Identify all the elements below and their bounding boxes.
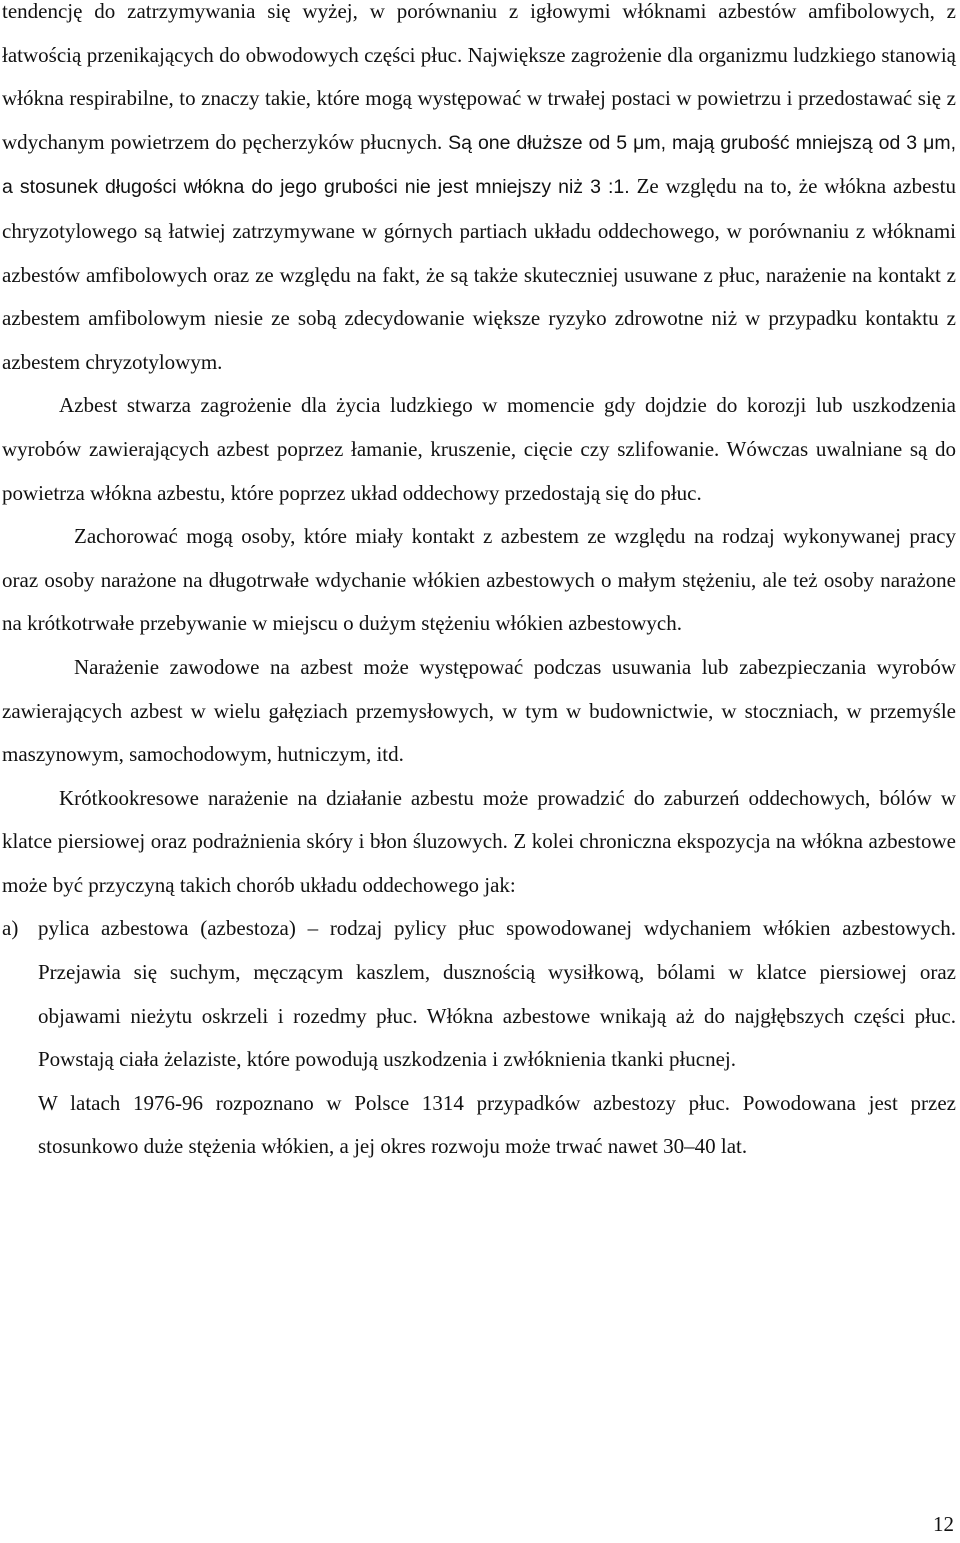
list-item-text: pylica azbestowa (azbestoza) – rodzaj pylicy płuc spowodowanej wdychaniem włókien azbestowych. Przejawia się suchym, męczącym kaszlem, dusznością wysiłkową, bólami w klatce piersiowej oraz objawami nieżytu oskrzeli i rozedmy płuc. Włókna azbestowe wnikają aż do najgłębszych części płuc. Powstają ciała żelaziste, które powodują uszkodzenia i zwłóknienia tkanki płucnej. <box>38 916 956 1072</box>
list-item-a <box>2 907 956 1081</box>
paragraph-1-text-a: tendencję do zatrzymywania się wyżej, w porównaniu z igłowymi włóknami azbestów amfibolowych, z łatwością przenikających do obwodowych części płuc. Największe zagrożenie dla organizmu ludzkiego stanowią włókna respirabilne, to znaczy takie, które mogą występować w trwałej postaci w powietrzu i przedostawać się z wdychanym powietrzem do pęcherzyków płucnych. <box>2 0 956 154</box>
paragraph-3: Zachorować mogą osoby, które miały kontakt z azbestem ze względu na rodzaj wykonywanej pracy oraz osoby narażone na długotrwałe wdychanie włókien azbestowych o małym stężeniu, ale też osoby narażone na krótkotrwałe przebywanie w miejscu o dużym stężeniu włókien azbestowych. <box>2 524 956 636</box>
document-body <box>2 0 956 1169</box>
list-item-continuation: W latach 1976-96 rozpoznano w Polsce 1314 przypadków azbestozy płuc. Powodowana jest przez stosunkowo duże stężenia włókien, a jej okres rozwoju może trwać nawet 30–40 lat. <box>38 1090 956 1159</box>
page-number: 12 <box>933 1512 954 1536</box>
list-marker: a) <box>2 916 19 941</box>
paragraph-4: Narażenie zawodowe na azbest może występować podczas usuwania lub zabezpieczania wyrobów zawierających azbest w wielu gałęziach przemysłowych, w tym w budownictwie, w stoczniach, w przemyśle maszynowym, samochodowym, hutniczym, itd. <box>2 654 956 767</box>
paragraph-5: Krótkookresowe narażenie na działanie azbestu może prowadzić do zaburzeń oddechowych, bólów w klatce piersiowej oraz podrażnienia skóry i błon śluzowych. Z kolei chroniczna ekspozycja na włókna azbestowe może być przyczyną takich chorób układu oddechowego jak: <box>2 785 956 897</box>
paragraph-1-text-b: Są one dłuższe od 5 μm, mają grubość mniejszą od 3 μm, a stosunek długości włókna do jego grubości nie jest mniejszy niż 3 :1. <box>2 131 957 199</box>
paragraph-1-text-c: Ze względu na to, że włókna azbestu chryzotylowego są łatwiej zatrzymywane w górnych partiach układu oddechowego, w porównaniu z włóknami azbestów amfibolowych oraz ze względu na fakt, że są także skuteczniej usuwane z płuc, narażenie na kontakt z azbestem amfibolowym niesie ze sobą zdecydowanie większe ryzyko zdrowotne niż w przypadku kontaktu z azbestem chryzotylowym. <box>2 174 956 374</box>
paragraph-2: Azbest stwarza zagrożenie dla życia ludzkiego w momencie gdy dojdzie do korozji lub uszkodzenia wyrobów zawierających azbest poprzez łamanie, kruszenie, cięcie czy szlifowanie. Wówczas uwalniane są do powietrza włókna azbestu, które poprzez układ oddechowy przedostają się do płuc. <box>2 393 956 505</box>
paragraph-1 <box>2 0 956 384</box>
